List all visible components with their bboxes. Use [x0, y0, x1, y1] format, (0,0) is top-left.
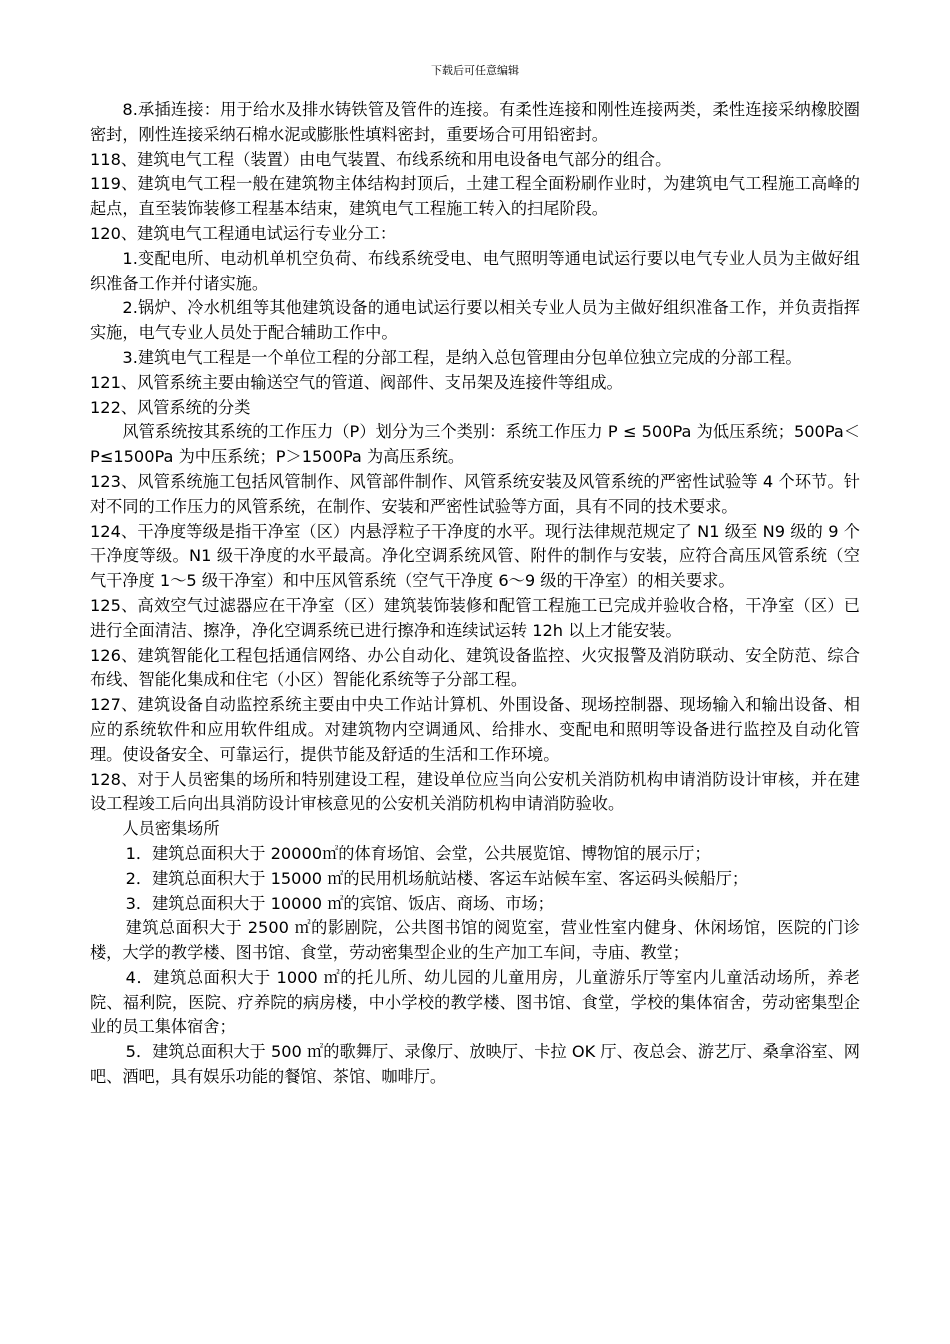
- paragraph-120-item-2: 2.锅炉、冷水机组等其他建筑设备的通电试运行要以相关专业人员为主做好组织准备工作，并负责指挥实施，电气专业人员处于配合辅助工作中。: [90, 298, 860, 343]
- paragraph-120: 120、建筑电气工程通电试运行专业分工：: [90, 223, 397, 243]
- paragraph-121: 121、风管系统主要由输送空气的管道、阀部件、支吊架及连接件等组成。: [90, 372, 623, 392]
- paragraph-127: 127、建筑设备自动监控系统主要由中央工作站计算机、外围设备、现场控制器、现场输入和输出设备、相应的系统软件和应用软件组成。对建筑物内空调通风、给排水、变配电和照明等设备进行监控及自动化管理。使设备安全、可靠运行，提供节能及舒适的生活和工作环境。: [90, 695, 860, 764]
- paragraph-119: 119、建筑电气工程一般在建筑物主体结构封顶后，土建工程全面粉刷作业时，为建筑电气工程施工高峰的起点，直至装饰装修工程基本结束，建筑电气工程施工转入的扫尾阶段。: [90, 174, 860, 219]
- paragraph-124: 124、干净度等级是指干净室（区）内悬浮粒子干净度的水平。现行法律规范规定了 N1 级至 N9 级的 9 个干净度等级。N1 级干净度的水平最高。净化空调系统风管、附件的制作与安装，应符合高压风管系统（空气干净度 1～5 级干净室）和中压风管系统（空气干净度 6～9 级的干净室）的相关要求。: [90, 521, 860, 591]
- crowded-place-item-4: 4．建筑总面积大于 1000 ㎡的托儿所、幼儿园的儿童用房，儿童游乐厅等室内儿童活动场所，养老院、福利院，医院、疗养院的病房楼，中小学校的教学楼、图书馆、食堂，学校的集体宿舍，劳动密集型企业的员工集体宿舍；: [90, 967, 860, 1037]
- crowded-place-item-2: 2．建筑总面积大于 15000 ㎡的民用机场航站楼、客运车站候车室、客运码头候船厅；: [125, 868, 749, 888]
- paragraph-126: 126、建筑智能化工程包括通信网络、办公自动化、建筑设备监控、火灾报警及消防联动、安全防范、综合布线、智能化集成和住宅（小区）智能化系统等子分部工程。: [90, 645, 860, 690]
- paragraph-125: 125、高效空气过滤器应在干净室（区）建筑装饰装修和配管工程施工已完成并验收合格，干净室（区）已进行全面清洁、擦净，净化空调系统已进行擦净和连续试运转 12h 以上才能安装。: [90, 595, 860, 640]
- paragraph-128: 128、对于人员密集的场所和特别建设工程，建设单位应当向公安机关消防机构申请消防设计审核，并在建设工程竣工后向出具消防设计审核意见的公安机关消防机构申请消防验收。: [90, 769, 860, 814]
- document-body: [90, 98, 860, 1090]
- paragraph-122-body: 风管系统按其系统的工作压力（P）划分为三个类别：系统工作压力 P ≤ 500Pa 为低压系统；500Pa＜P≤1500Pa 为中压系统；P＞1500Pa 为高压系统。: [90, 422, 860, 467]
- paragraph-118: 118、建筑电气工程（装置）由电气装置、布线系统和用电设备电气部分的组合。: [90, 149, 672, 169]
- paragraph-123: 123、风管系统施工包括风管制作、风管部件制作、风管系统安装及风管系统的严密性试验等 4 个环节。针对不同的工作压力的风管系统，在制作、安装和严密性试验等方面，具有不同的技术要求。: [90, 471, 860, 516]
- subheading-crowded-places: 人员密集场所: [122, 819, 220, 839]
- crowded-place-item-cinema: 建筑总面积大于 2500 ㎡的影剧院，公共图书馆的阅览室，营业性室内健身、休闲场馆，医院的门诊楼，大学的教学楼、图书馆、食堂，劳动密集型企业的生产加工车间，寺庙、教堂；: [90, 918, 860, 963]
- paragraph-122: 122、风管系统的分类: [90, 397, 251, 417]
- crowded-place-item-1: 1．建筑总面积大于 20000㎡的体育场馆、会堂，公共展览馆、博物馆的展示厅；: [125, 843, 711, 863]
- paragraph-8: 8.承插连接：用于给水及排水铸铁管及管件的连接。有柔性连接和刚性连接两类，柔性连接采纳橡胶圈密封，刚性连接采纳石棉水泥或膨胀性填料密封，重要场合可用铅密封。: [90, 100, 860, 144]
- crowded-place-item-5: 5．建筑总面积大于 500 ㎡的歌舞厅、录像厅、放映厅、卡拉 OK 厅、夜总会、游艺厅、桑拿浴室、网吧、酒吧，具有娱乐功能的餐馆、茶馆、咖啡厅。: [90, 1042, 860, 1087]
- paragraph-120-item-1: 1.变配电所、电动机单机空负荷、布线系统受电、电气照明等通电试运行要以电气专业人员为主做好组织准备工作并付诸实施。: [90, 248, 860, 293]
- crowded-place-item-3: 3．建筑总面积大于 10000 ㎡的宾馆、饭店、商场、市场；: [125, 893, 554, 913]
- page-header: 下载后可任意编辑: [431, 64, 519, 77]
- paragraph-120-item-3: 3.建筑电气工程是一个单位工程的分部工程，是纳入总包管理由分包单位独立完成的分部工程。: [122, 347, 802, 367]
